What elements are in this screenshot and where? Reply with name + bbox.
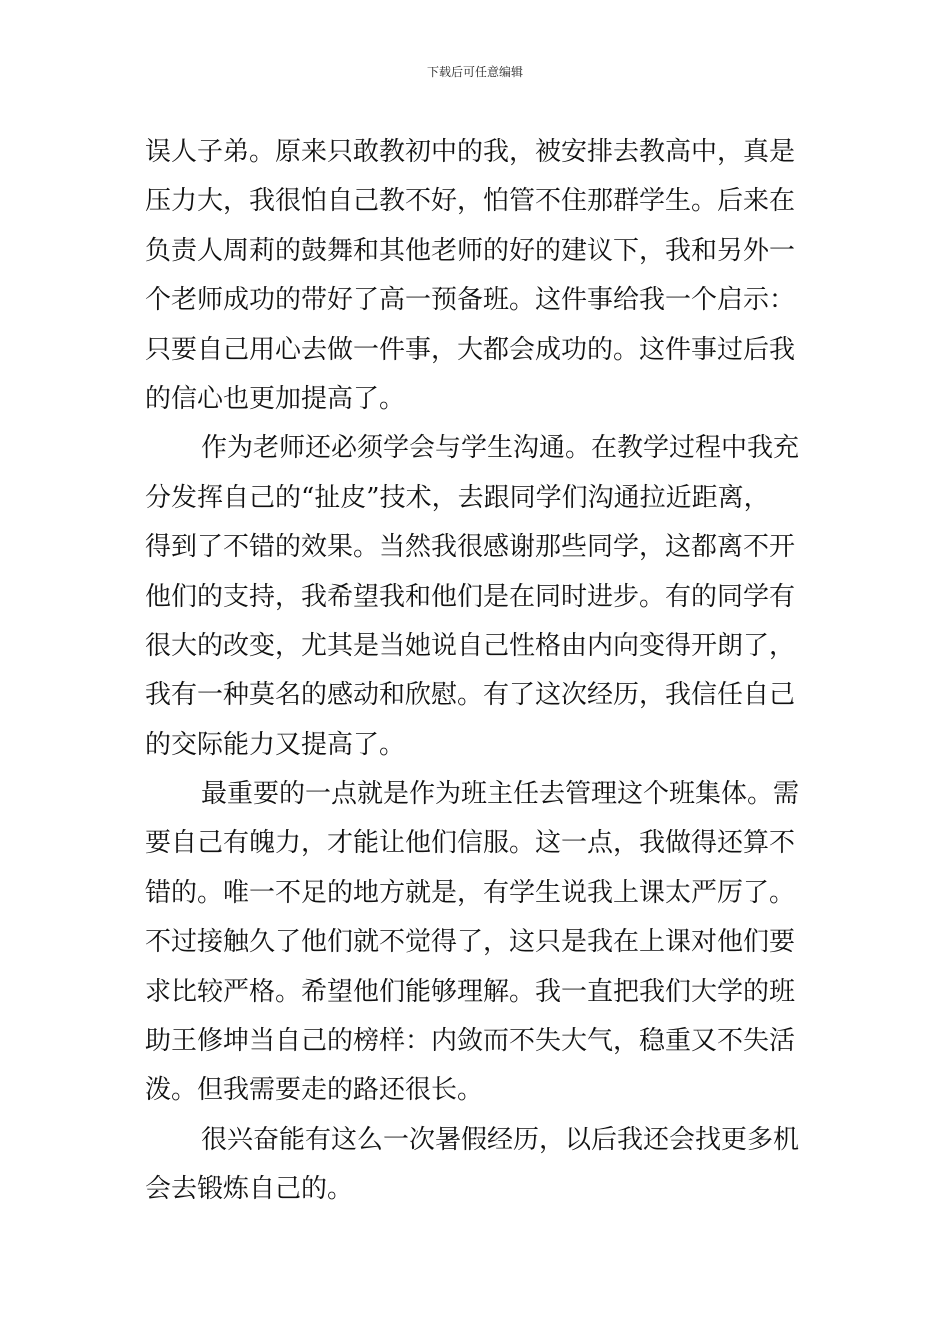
- text-line: 得到了不错的效果。当然我很感谢那些同学，这都离不开: [145, 532, 796, 563]
- text-line: 他们的支持，我希望我和他们是在同时进步。有的同学有: [145, 581, 796, 612]
- paragraph-2: [145, 424, 809, 770]
- text-line: 压力大，我很怕自己教不好，怕管不住那群学生。后来在: [145, 186, 796, 217]
- text-line: 的交际能力又提高了。: [145, 729, 406, 760]
- paragraph-4: [145, 1116, 809, 1215]
- text-line: 我有一种莫名的感动和欣慰。有了这次经历，我信任自己: [145, 680, 796, 711]
- text-line: 误人子弟。原来只敢教初中的我，被安排去教高中，真是: [145, 137, 796, 167]
- page-header-note: 下载后可任意编辑: [426, 65, 523, 79]
- text-line: 作为老师还必须学会与学生沟通。在教学过程中我充: [201, 433, 800, 464]
- text-line: 很兴奋能有这么一次暑假经历，以后我还会找更多机: [201, 1124, 800, 1155]
- text-line: 要自己有魄力，才能让他们信服。这一点，我做得还算不: [145, 828, 796, 859]
- text-line: 会去锻炼自己的。: [145, 1174, 354, 1205]
- text-line: 只要自己用心去做一件事，大都会成功的。这件事过后我: [145, 334, 796, 365]
- text-line: 的信心也更加提高了。: [145, 383, 406, 414]
- paragraph-1: [145, 128, 809, 424]
- text-line: 助王修坤当自己的榜样：内敛而不失大气，稳重又不失活: [145, 1026, 796, 1057]
- text-line: 最重要的一点就是作为班主任去管理这个班集体。需: [201, 779, 800, 810]
- text-line: 分发挥自己的“扯皮”技术，去跟同学们沟通拉近距离，: [145, 482, 770, 513]
- text-line: 很大的改变，尤其是当她说自己性格由内向变得开朗了，: [145, 630, 796, 661]
- text-line: 泼。但我需要走的路还很长。: [145, 1075, 484, 1106]
- document-body: [145, 128, 809, 1215]
- text-line: 不过接触久了他们就不觉得了，这只是我在上课对他们要: [145, 927, 796, 958]
- text-line: 求比较严格。希望他们能够理解。我一直把我们大学的班: [145, 976, 796, 1007]
- paragraph-3: [145, 770, 809, 1116]
- text-line: 负责人周莉的鼓舞和其他老师的好的建议下，我和另外一: [145, 235, 796, 266]
- text-line: 个老师成功的带好了高一预备班。这件事给我一个启示：: [145, 285, 796, 316]
- text-line: 错的。唯一不足的地方就是，有学生说我上课太严厉了。: [145, 877, 796, 908]
